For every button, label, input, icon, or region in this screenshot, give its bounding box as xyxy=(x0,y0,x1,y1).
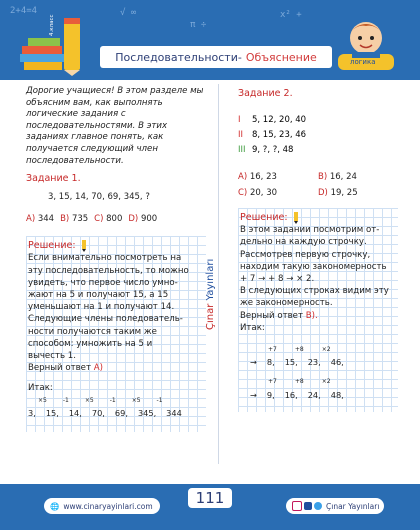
vertical-brand: Çınar Yayınları xyxy=(205,258,216,330)
task2-option-d: D) 19, 25 xyxy=(318,188,358,198)
solution1-itog: Итак: xyxy=(28,383,53,394)
instagram-icon xyxy=(292,501,302,511)
task1-option-c: C) 800 xyxy=(94,214,123,225)
right-column xyxy=(238,88,398,412)
task1-option-a: A) 344 xyxy=(26,214,55,225)
solution1-answer-letter: A) xyxy=(93,363,103,374)
solution1-line: вычесть 1. xyxy=(28,350,76,361)
task2-row: III 9, ?, ?, 48 xyxy=(238,145,294,155)
solution1-line: жают на 5 и получают 15, а 15 xyxy=(28,289,169,300)
solution1-ops: ×5 -1 ×5 -1 ×5 -1 xyxy=(38,396,163,404)
title-main: Последовательности xyxy=(115,50,238,64)
solution2-line: + 7 → + 8 → × 2. xyxy=(240,274,315,285)
solution1-line: Если внимательно посмотреть на xyxy=(28,253,182,264)
task2-option-a: A) 16, 23 xyxy=(238,172,277,182)
solution1-heading: Решение: xyxy=(28,240,76,252)
solution2-line: находим такую закономерность xyxy=(240,261,387,272)
website-link[interactable]: 🌐 www.cinaryayinlari.com xyxy=(44,498,160,514)
solution1-line: Следующие члены поледователь- xyxy=(28,314,183,325)
task1-sequence: 3, 15, 14, 70, 69, 345, ? xyxy=(48,192,150,203)
solution2-line: дельно на каждую строчку. xyxy=(240,237,367,248)
solution1-line: эту последовательность, то можно xyxy=(28,265,189,276)
boy-mascot-logo xyxy=(332,14,400,76)
pencil-icon xyxy=(80,240,88,252)
solution2-line: же закономерность. xyxy=(240,298,333,309)
column-divider xyxy=(218,84,219,464)
globe-icon: 🌐 xyxy=(50,501,60,511)
grade-badge: 4.класс xyxy=(49,14,55,36)
logic-badge: логика xyxy=(350,58,376,66)
task1-option-b: B) 735 xyxy=(60,214,89,225)
solution2-line: Рассмотрев первую строчку, xyxy=(240,249,371,260)
task2-rows xyxy=(238,113,398,158)
task2-row: II 8, 15, 23, 46 xyxy=(238,130,307,140)
solution1-line: увидеть, что первое число умно- xyxy=(28,277,178,288)
doodle-math: π ÷ xyxy=(190,20,207,30)
left-column xyxy=(26,84,206,432)
solution2-ops-2: +7 +8 ×2 xyxy=(268,378,331,386)
solution1-box xyxy=(26,236,206,432)
solution2-row-2: → 9, 16, 24, 48, xyxy=(250,389,344,400)
page-number: 111 xyxy=(188,488,232,508)
intro-text: Дорогие учащиеся! В этом разделе мы объясним вам, как выполнять логические задания с последовательностями. В этих заданиях главное понять, как получается следующий член последовательности. xyxy=(26,86,204,166)
solution1-line: способом: умножить на 5 и xyxy=(28,338,153,349)
arrow-icon: → xyxy=(250,357,257,368)
solution2-heading: Решение: xyxy=(240,212,288,223)
task2-heading: Задание 2. xyxy=(238,88,293,99)
page-title xyxy=(100,46,332,68)
task1-option-d: D) 900 xyxy=(128,214,158,225)
solution2-answer-letter: B). xyxy=(305,310,318,321)
task2-option-c: C) 20, 30 xyxy=(238,188,278,198)
task2-row: I 5, 12, 20, 40 xyxy=(238,115,307,125)
title-sep: - xyxy=(237,50,242,64)
task2-options xyxy=(238,172,398,198)
title-accent: Объяснение xyxy=(245,50,317,64)
solution2-line: В следующих строках видим эту xyxy=(240,286,389,297)
arrow-icon: → xyxy=(250,389,257,400)
task1-options xyxy=(26,214,206,224)
solution2-box xyxy=(238,208,398,412)
doodle-math: x² + xyxy=(280,10,302,20)
task1-heading: Задание 1. xyxy=(26,173,81,185)
pencil-icon xyxy=(292,212,300,224)
doodle-math: 2+4=4 xyxy=(10,6,38,16)
facebook-icon xyxy=(304,502,312,510)
solution2-line: В этом задании посмотрим от- xyxy=(240,225,380,236)
solution2-itog: Итак: xyxy=(240,322,265,333)
solution1-answer: Верный ответ A) xyxy=(28,363,103,374)
publisher-social[interactable]: Çınar Yayınları xyxy=(286,498,384,514)
solution1-line: уменьшают на 1 и получают 14. xyxy=(28,302,175,313)
solution1-line: ности получаются таким же xyxy=(28,326,157,337)
solution2-row-1: → 8, 15, 23, 46, xyxy=(250,357,344,368)
solution1-numbers: 3, 15, 14, 70, 69, 345, 344 xyxy=(28,407,182,418)
task2-option-b: B) 16, 24 xyxy=(318,172,357,182)
doodle-math: √ ∞ xyxy=(120,8,137,18)
solution2-answer: Верный ответ B). xyxy=(240,310,318,321)
twitter-icon xyxy=(314,502,322,510)
solution2-ops-1: +7 +8 ×2 xyxy=(268,346,331,354)
